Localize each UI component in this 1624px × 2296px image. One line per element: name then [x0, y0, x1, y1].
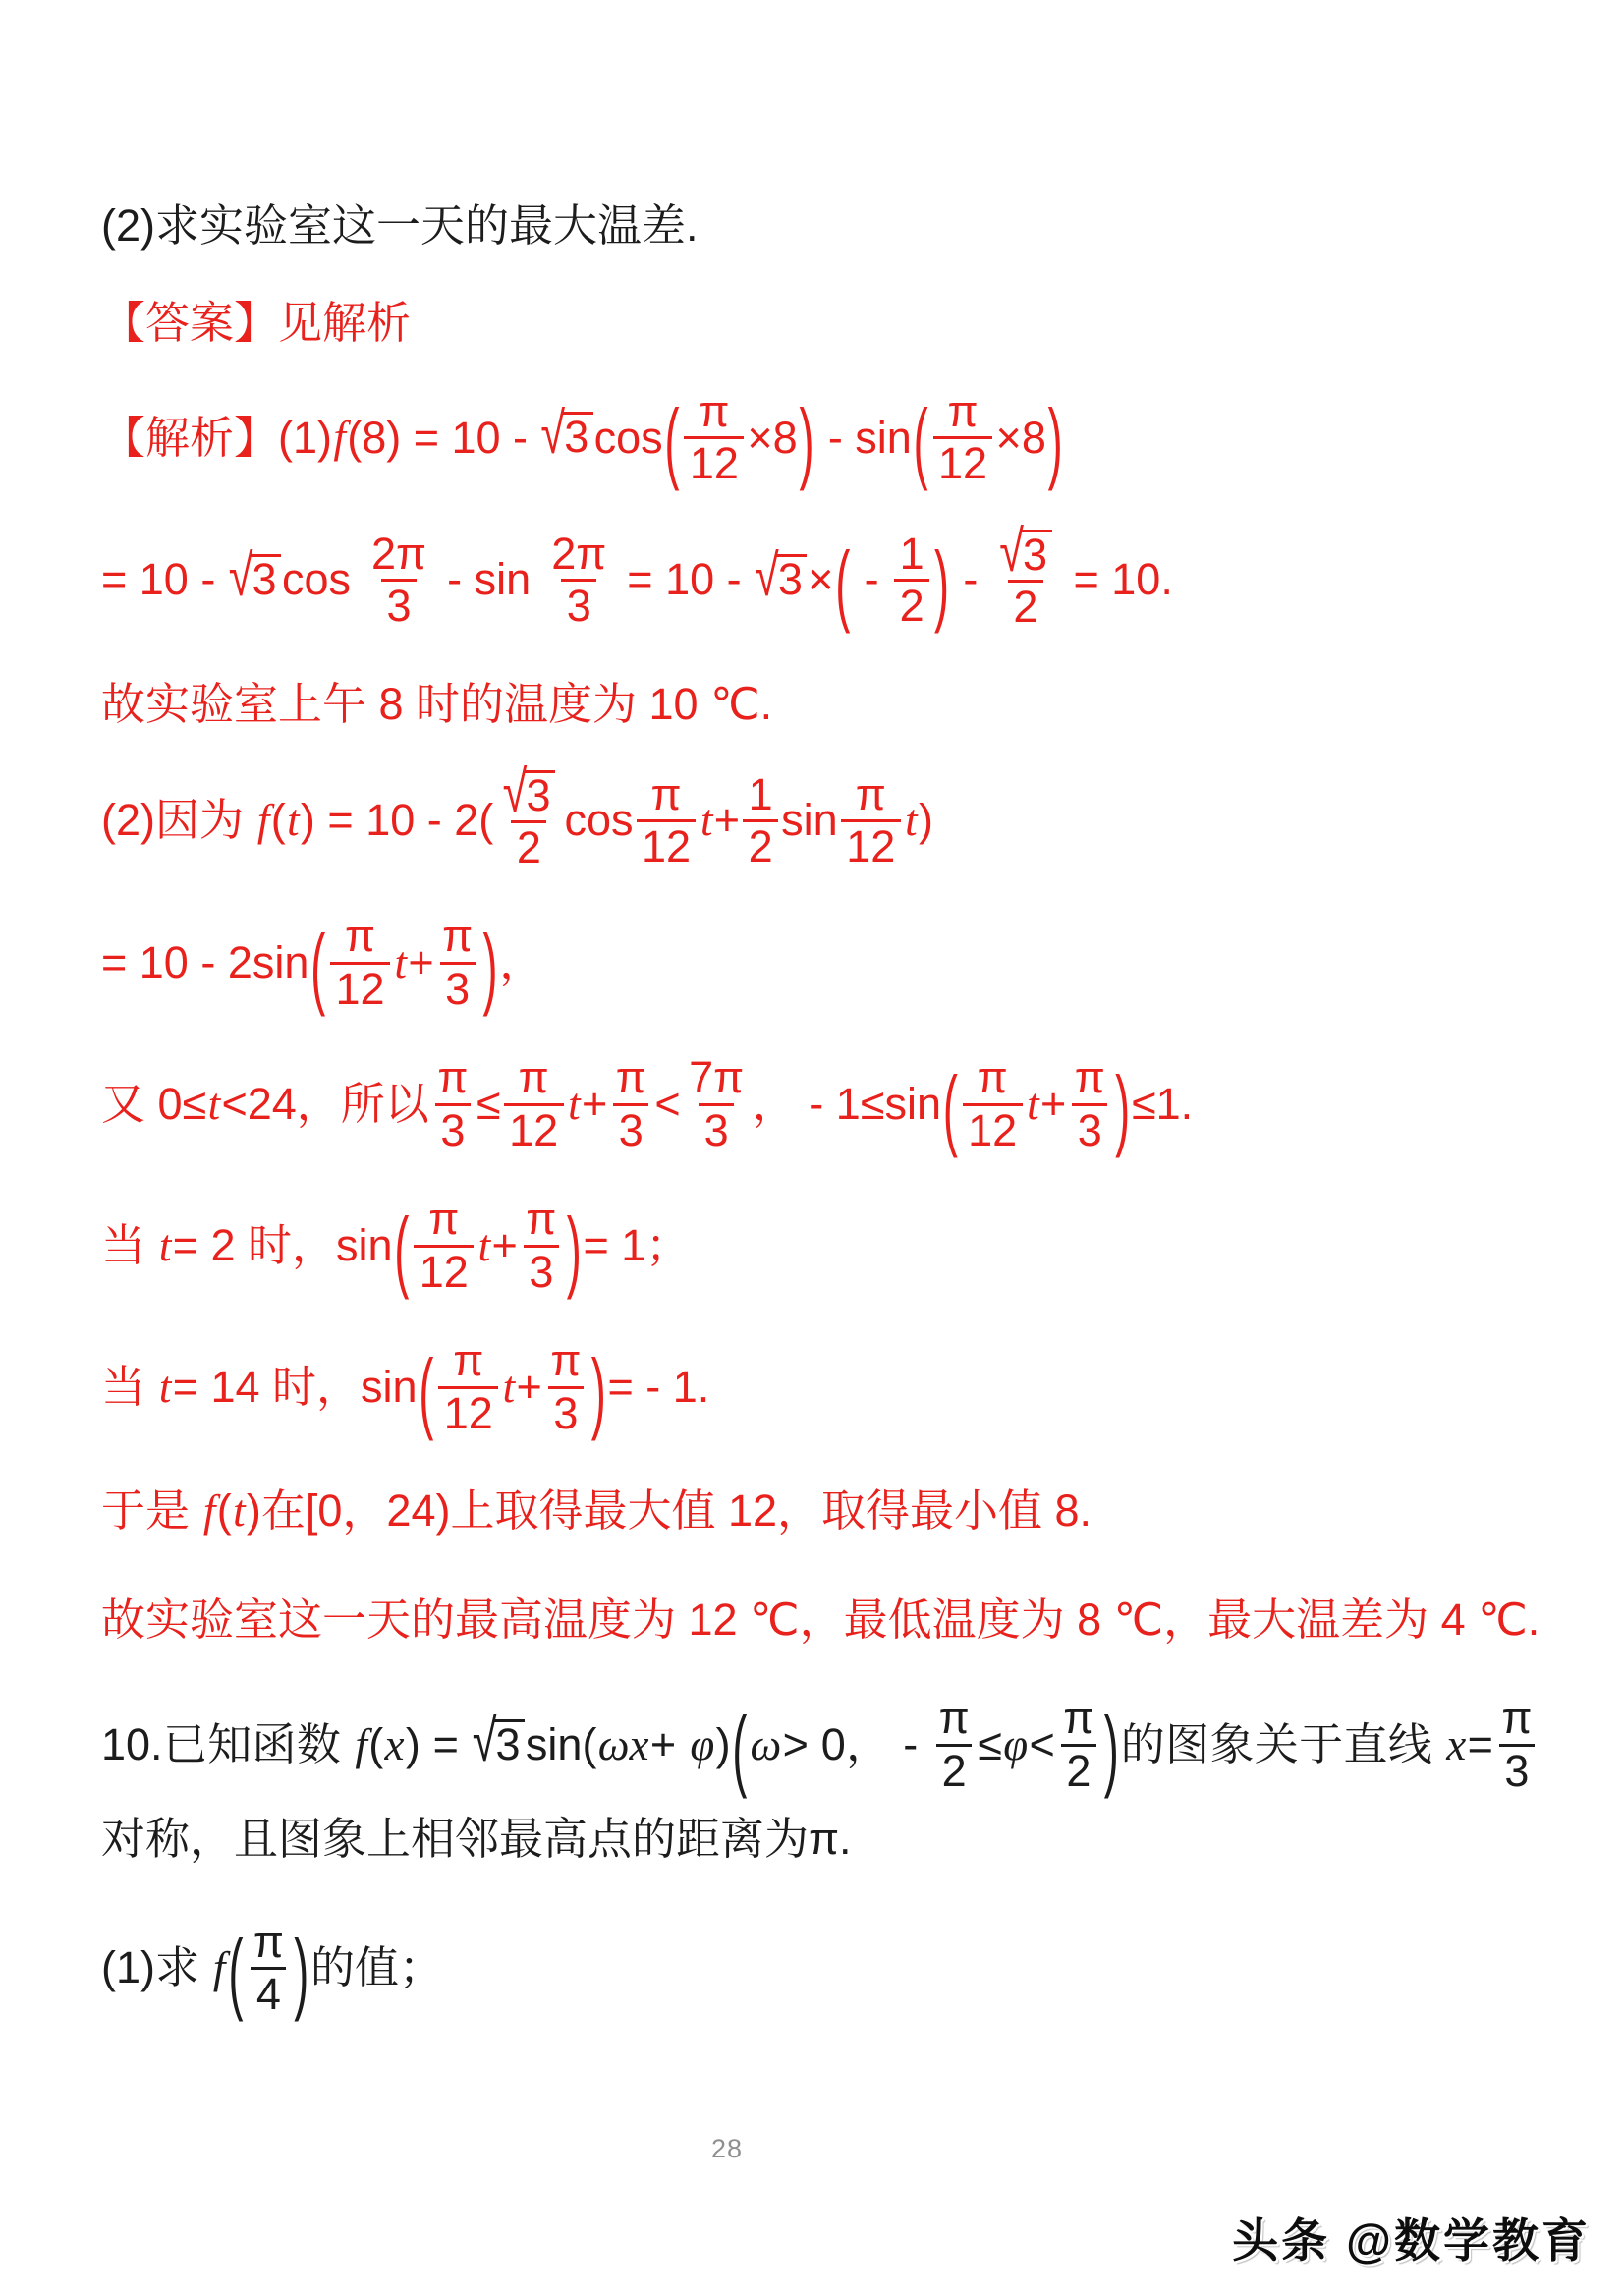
solution-content	[101, 196, 1540, 2062]
case-t2: 当 t= 2 时，sin( $\frac{\pi}{12}$ t+ $\frac{\pi}{3}$ )= 1；	[101, 1194, 691, 1301]
case-t14: 当 t= 14 时，sin( $\frac{\pi}{12}$ t+ $\frac{\pi}{3}$ )= - 1.	[101, 1335, 710, 1442]
analysis-part2-simplified: = 10 - 2sin( $\frac{\pi}{12}$ t+ $\frac{\pi}{3}$ )，	[101, 911, 544, 1018]
conclusion-8am: 故实验室上午 8 时的温度为 10 ℃.	[101, 679, 773, 730]
analysis-step2: = 10 - √ 3 cos $\frac{2\pi}{3}$ - sin $\frac{2\pi}{3}$ = 10 - √ 3 ×( - $\frac{1}{2}$ ) - √ 3 2 = 10.	[101, 517, 1173, 635]
analysis-part2-expand: (2)因为 f(t) = 10 - 2( √ 3 2 cos $\frac{\pi}{12}$ t+ $\frac{1}{2}$ sin $\frac{\pi}{12}$ t)	[101, 757, 934, 872]
problem-part2-question: (2)求实验室这一天的最大温差.	[101, 200, 699, 251]
minmax-conclusion: 于是 f(t)在[0，24)上取得最大值 12，取得最小值 8.	[101, 1485, 1092, 1537]
problem10-statement: 10.已知函数 f(x) = √ 3 sin(ωx+ φ)(ω> 0， - $\frac{\pi}{2}$ ≤φ< $\frac{\pi}{2}$ )的图象关于直线 x= $\frac{\pi}{3}$ 对称，且图象上相邻最高点的距离为π.	[101, 1698, 1540, 1879]
problem10-q1: (1)求 f( $\frac{\pi}{4}$ )的值；	[101, 1916, 444, 2023]
watermark-credit: 头条 @数学教育	[1232, 2214, 1591, 2267]
analysis-range: 又 0≤t<24，所以 $\frac{\pi}{3}$ ≤ $\frac{\pi}{12}$ t+ $\frac{\pi}{3}$ < $\frac{7\pi}{3}$ ， - 1≤sin( $\frac{\pi}{12}$ t+ $\frac{\pi}{3}$ )≤1.	[101, 1052, 1194, 1159]
page-number: 28	[710, 2134, 744, 2163]
answer-label: 【答案】见解析	[101, 297, 412, 348]
final-conclusion: 故实验室这一天的最高温度为 12 ℃，最低温度为 8 ℃，最大温差为 4 ℃.	[101, 1594, 1540, 1645]
analysis-step1: 【解析】(1)f(8) = 10 - √ 3 cos( $\frac{\pi}{12}$ ×8) - sin( $\frac{\pi}{12}$ ×8)	[101, 385, 1063, 492]
